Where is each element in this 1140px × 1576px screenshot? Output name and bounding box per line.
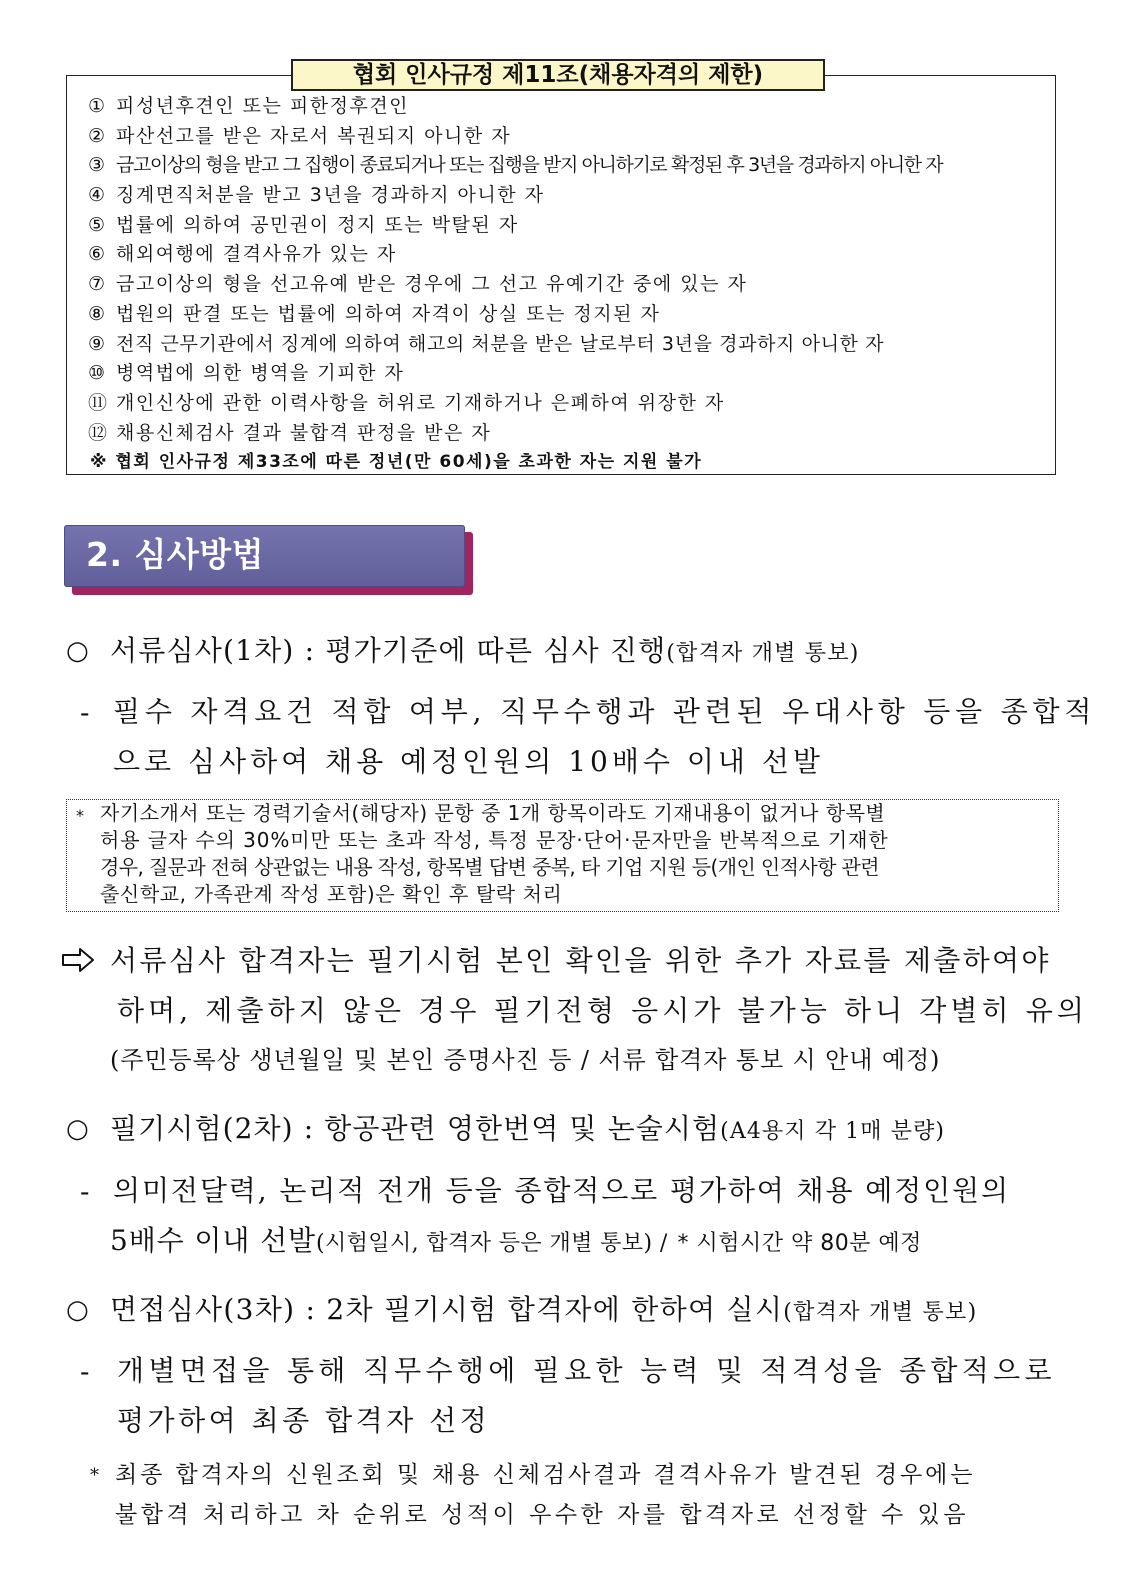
stage1-note-line: 경우, 질문과 전혀 상관없는 내용 작성, 항목별 답변 중복, 타 기업 지원 등(개인 인적사항 관련 bbox=[100, 855, 879, 879]
regulation-item: ⑩ 병역법에 의한 병역을 기피한 자 bbox=[88, 362, 405, 385]
stage1-note-line: 허용 글자 수의 30%미만 또는 초과 작성, 특정 문장·단어·문자만을 반복적으로 기재한 bbox=[100, 828, 889, 852]
stage1-arrow-line1: 서류심사 합격자는 필기시험 본인 확인을 위한 추가 자료를 제출하여야 bbox=[110, 944, 1051, 977]
stage1-arrow-line3: (주민등록상 생년월일 및 본인 증명사진 등 / 서류 합격자 통보 시 안내 예정) bbox=[110, 1046, 941, 1074]
regulation-item: ⑦ 금고이상의 형을 선고유예 받은 경우에 그 선고 유예기간 중에 있는 자 bbox=[88, 273, 748, 296]
stage2-desc-line1: 의미전달력, 논리적 전개 등을 종합적으로 평가하여 채용 예정인원의 bbox=[113, 1174, 1010, 1207]
stage3-note-line2: 불합격 처리하고 차 순위로 성적이 우수한 자를 합격자로 선정할 수 있음 bbox=[115, 1502, 969, 1528]
stage3-note-star: * bbox=[90, 1465, 99, 1486]
regulation-item: ⑫ 채용신체검사 결과 불합격 판정을 받은 자 bbox=[88, 421, 492, 444]
stage2-bullet: ○ bbox=[66, 1114, 89, 1144]
stage1-heading: 서류심사(1차) : 평가기준에 따른 심사 진행(합격자 개별 통보) bbox=[110, 634, 860, 667]
stage1-note-line: 출신학교, 가족관계 작성 포함)은 확인 후 탈락 처리 bbox=[100, 882, 563, 906]
regulation-item: ② 파산선고를 받은 자로서 복권되지 아니한 자 bbox=[88, 124, 512, 147]
regulation-item: ⑨ 전직 근무기관에서 징계에 의하여 해고의 처분을 받은 날로부터 3년을 경과하지 아니한 자 bbox=[88, 332, 885, 355]
regulation-item: ④ 징계면직처분을 받고 3년을 경과하지 아니한 자 bbox=[88, 184, 545, 207]
regulation-item: ⑥ 해외여행에 결격사유가 있는 자 bbox=[88, 243, 397, 266]
stage1-bullet: ○ bbox=[66, 636, 89, 666]
stage1-arrow-line2: 하며, 제출하지 않은 경우 필기전형 응시가 불가능 하니 각별히 유의 bbox=[117, 994, 1089, 1027]
stage2-desc-line2: 5배수 이내 선발(시험일시, 합격자 등은 개별 통보) / * 시험시간 약 80분 예정 bbox=[110, 1224, 922, 1257]
regulation-title: 협회 인사규정 제11조(채용자격의 제한) bbox=[291, 59, 825, 91]
stage1-desc-line2: 으로 심사하여 채용 예정인원의 10배수 이내 선발 bbox=[113, 745, 824, 778]
stage3-bullet: ○ bbox=[66, 1295, 89, 1325]
stage3-dash: - bbox=[80, 1355, 90, 1388]
regulation-item: ⑪ 개인신상에 관한 이력사항을 허위로 기재하거나 은폐하여 위장한 자 bbox=[88, 391, 725, 414]
regulation-item: ⑧ 법원의 판결 또는 법률에 의하여 자격이 상실 또는 정지된 자 bbox=[88, 302, 661, 325]
stage1-desc-line1: 필수 자격요건 적합 여부, 직무수행과 관련된 우대사항 등을 종합적 bbox=[113, 695, 1097, 728]
stage3-heading: 면접심사(3차) : 2차 필기시험 합격자에 한하여 실시(합격자 개별 통보) bbox=[110, 1293, 978, 1326]
stage3-note-line1: 최종 합격자의 신원조회 및 채용 신체검사결과 결격사유가 발견된 경우에는 bbox=[115, 1462, 976, 1488]
retirement-age-note: ※ 협회 인사규정 제33조에 따른 정년(만 60세)을 초과한 자는 지원 불가 bbox=[90, 452, 703, 472]
right-arrow-icon bbox=[60, 946, 96, 974]
stage3-desc-line1: 개별면접을 통해 직무수행에 필요한 능력 및 적격성을 종합적으로 bbox=[117, 1354, 1056, 1387]
stage3-desc-line2: 평가하여 최종 합격자 선정 bbox=[117, 1404, 491, 1437]
stage1-note-line: 자기소개서 또는 경력기술서(해당자) 문항 중 1개 항목이라도 기재내용이 없거나 항목별 bbox=[100, 801, 886, 825]
stage1-note-star: * bbox=[76, 806, 84, 825]
regulation-list bbox=[88, 92, 1048, 448]
section-title: 2. 심사방법 bbox=[86, 535, 264, 574]
regulation-item: ③ 금고이상의 형을 받고 그 집행이 종료되거나 또는 집행을 받지 아니하기로 확정된 후 3년을 경과하지 아니한 자 bbox=[88, 154, 943, 177]
regulation-item: ⑤ 법률에 의하여 공민권이 정지 또는 박탈된 자 bbox=[88, 213, 519, 236]
regulation-item: ① 피성년후견인 또는 피한정후견인 bbox=[88, 95, 410, 117]
stage2-dash: - bbox=[80, 1175, 90, 1208]
stage1-dash: - bbox=[80, 696, 90, 729]
stage2-heading: 필기시험(2차) : 항공관련 영한번역 및 논술시험(A4용지 각 1매 분량) bbox=[110, 1112, 946, 1145]
